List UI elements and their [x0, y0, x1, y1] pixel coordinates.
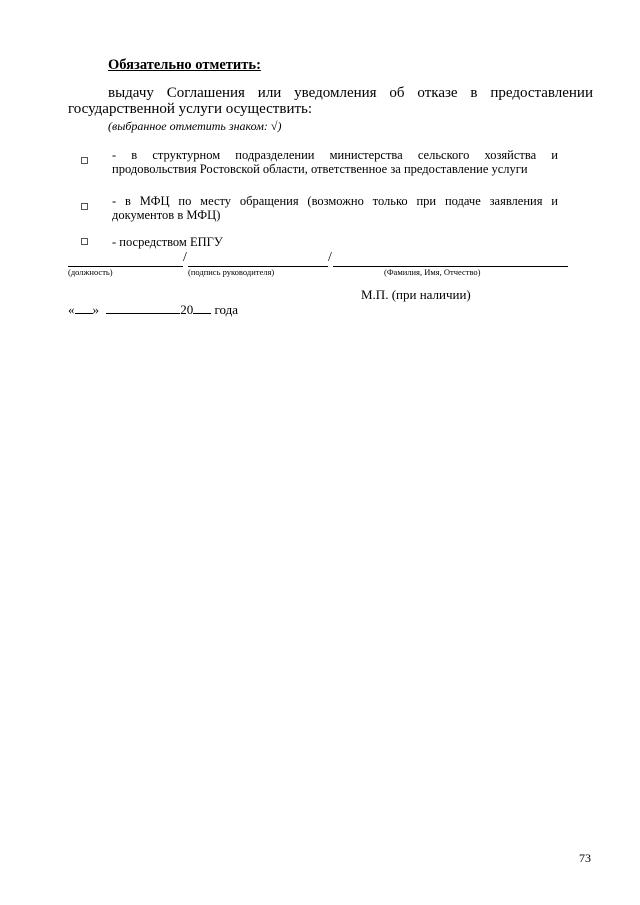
checkbox-epgu[interactable]: [81, 238, 88, 245]
option-mfc-line-1: - в МФЦ по месту обращения (возможно только при подаче заявления и: [112, 194, 558, 208]
date-open-quote: «: [68, 302, 75, 317]
separator-2: /: [328, 250, 332, 265]
year-blank: [193, 302, 211, 314]
checkbox-mfc[interactable]: [81, 203, 88, 210]
stamp-placeholder: М.П. (при наличии): [361, 287, 471, 302]
checkbox-structural-division[interactable]: [81, 157, 88, 164]
position-caption: (должность): [68, 267, 113, 277]
selection-note: (выбранное отметить знаком: √): [108, 119, 282, 133]
page-number: 73: [579, 851, 591, 865]
heading: Обязательно отметить:: [108, 57, 261, 73]
intro-paragraph-line-1: выдачу Соглашения или уведомления об отказе в предоставлении: [108, 85, 593, 101]
year-prefix: 20: [180, 302, 194, 317]
full-name-caption: (Фамилия, Имя, Отчество): [384, 267, 481, 277]
intro-paragraph-line-2: государственной услуги осуществить:: [68, 101, 313, 117]
year-suffix: года: [214, 302, 239, 317]
day-blank: [75, 302, 93, 314]
option-structural-division-line-1: - в структурном подразделении министерства сельского хозяйства и: [112, 148, 558, 162]
separator-1: /: [183, 250, 187, 265]
option-mfc-line-2: документов в МФЦ): [112, 208, 221, 222]
date-close-quote: »: [92, 302, 99, 317]
signature-caption: (подпись руководителя): [188, 267, 275, 277]
month-blank: [106, 302, 180, 314]
option-epgu-line-1: - посредством ЕПГУ: [112, 235, 223, 249]
option-structural-division-line-2: продовольствия Ростовской области, ответственное за предоставление услуги: [112, 162, 528, 176]
date-row: [68, 302, 238, 318]
